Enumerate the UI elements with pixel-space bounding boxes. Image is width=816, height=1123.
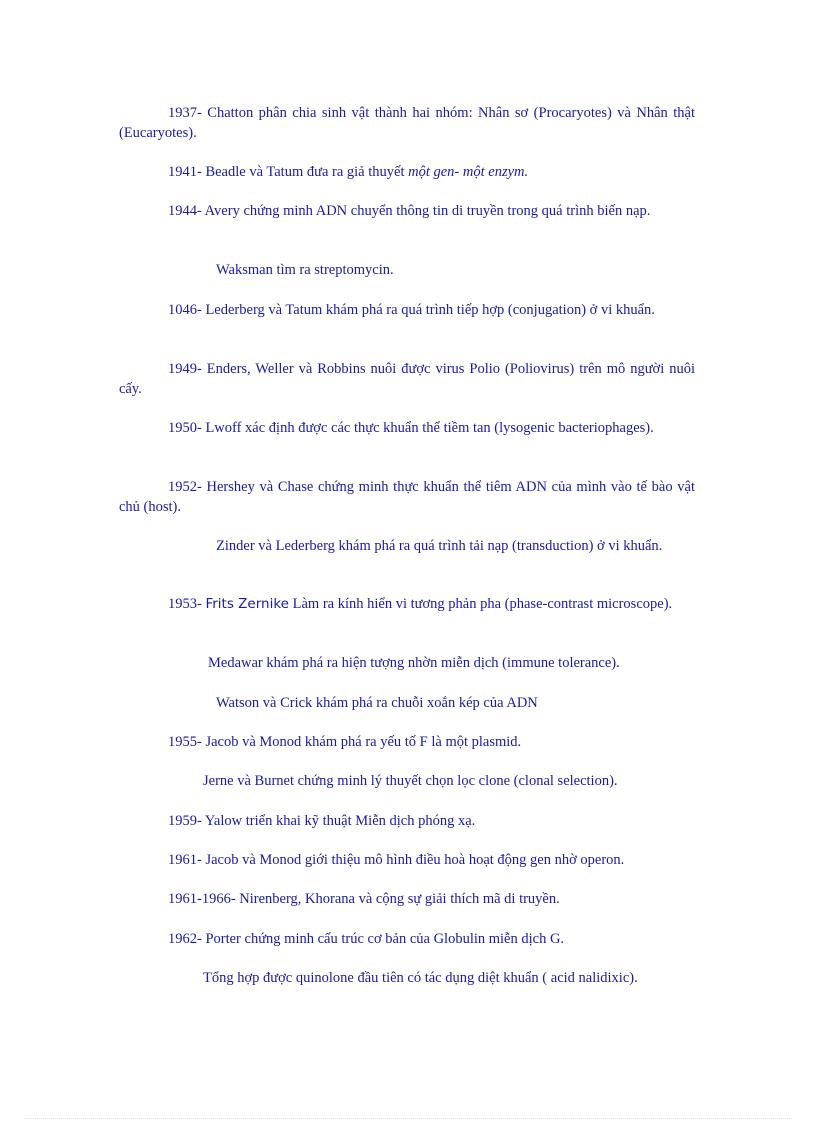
entry-text: Waksman tìm ra streptomycin. [216, 262, 394, 278]
entry-1941 [119, 163, 695, 183]
entry-1959 [119, 812, 695, 832]
entry-medawar [208, 654, 698, 674]
entry-1961 [119, 851, 695, 871]
page-bottom-divider [24, 1118, 792, 1119]
entry-name-text: Frits Zernike [205, 596, 289, 612]
entry-1949 [119, 360, 695, 399]
entry-watson-crick [216, 694, 696, 714]
entry-text: 1941- Beadle và Tatum đưa ra giả thuyết [168, 164, 409, 180]
entry-1046 [119, 301, 695, 321]
entry-text: Watson và Crick khám phá ra chuỗi xoắn kép của ADN [216, 695, 538, 711]
entry-text: 1953- [168, 596, 206, 612]
entry-text: 1959- Yalow triển khai kỹ thuật Miễn dịch phóng xạ. [168, 813, 476, 829]
entry-text: 1944- Avery chứng minh ADN chuyển thông tin di truyền trong quá trình biến nạp. [168, 203, 651, 219]
entry-1950 [119, 419, 695, 439]
entry-1961-1966 [119, 890, 695, 910]
entry-italic-text: một gen- một enzym. [408, 164, 529, 180]
entry-waksman [216, 261, 696, 281]
entry-text: 1962- Porter chứng minh cấu trúc cơ bản của Globulin miễn dịch G. [168, 931, 565, 947]
entry-text: 1046- Lederberg và Tatum khám phá ra quá trình tiếp hợp (conjugation) ở vi khuẩn. [168, 302, 655, 318]
entry-text: Jerne và Burnet chứng minh lý thuyết chọn lọc clone (clonal selection). [203, 773, 618, 789]
entry-jerne-burnet [203, 772, 698, 792]
entry-1944 [119, 202, 695, 222]
entry-quinolone [203, 969, 698, 989]
entry-1952 [119, 478, 695, 517]
entry-text: Tổng hợp được quinolone đầu tiên có tác dụng diệt khuẩn ( acid nalidixic). [203, 970, 638, 986]
entry-text: 1937- Chatton phân chia sinh vật thành hai nhóm: Nhân sơ (Procaryotes) và Nhân thật (Eucaryotes). [119, 105, 695, 141]
entry-1962 [119, 930, 695, 950]
entry-text: Zinder và Lederberg khám phá ra quá trình tải nạp (transduction) ở vi khuẩn. [216, 538, 663, 554]
entry-1953 [119, 595, 695, 615]
entry-text: 1955- Jacob và Monod khám phá ra yếu tố F là một plasmid. [168, 734, 522, 750]
entry-text: 1961-1966- Nirenberg, Khorana và cộng sự giải thích mã di truyền. [168, 891, 560, 907]
entry-text: 1949- Enders, Weller và Robbins nuôi được virus Polio (Poliovirus) trên mô người nuôi cấy. [119, 361, 695, 397]
entry-text: 1961- Jacob và Monod giới thiệu mô hình điều hoà hoạt động gen nhờ operon. [168, 852, 625, 868]
entry-text: 1952- Hershey và Chase chứng minh thực khuẩn thể tiêm ADN của mình vào tế bào vật chủ (host). [119, 479, 695, 515]
entry-1955 [119, 733, 695, 753]
entry-1937 [119, 104, 695, 143]
entry-text: 1950- Lwoff xác định được các thực khuẩn thể tiềm tan (lysogenic bacteriophages). [168, 420, 654, 436]
entry-text: Medawar khám phá ra hiện tượng nhờn miễn dịch (immune tolerance). [208, 655, 620, 671]
entry-zinder [168, 537, 695, 557]
entry-text: Làm ra kính hiển vi tương phản pha (phase-contrast microscope). [289, 596, 673, 612]
